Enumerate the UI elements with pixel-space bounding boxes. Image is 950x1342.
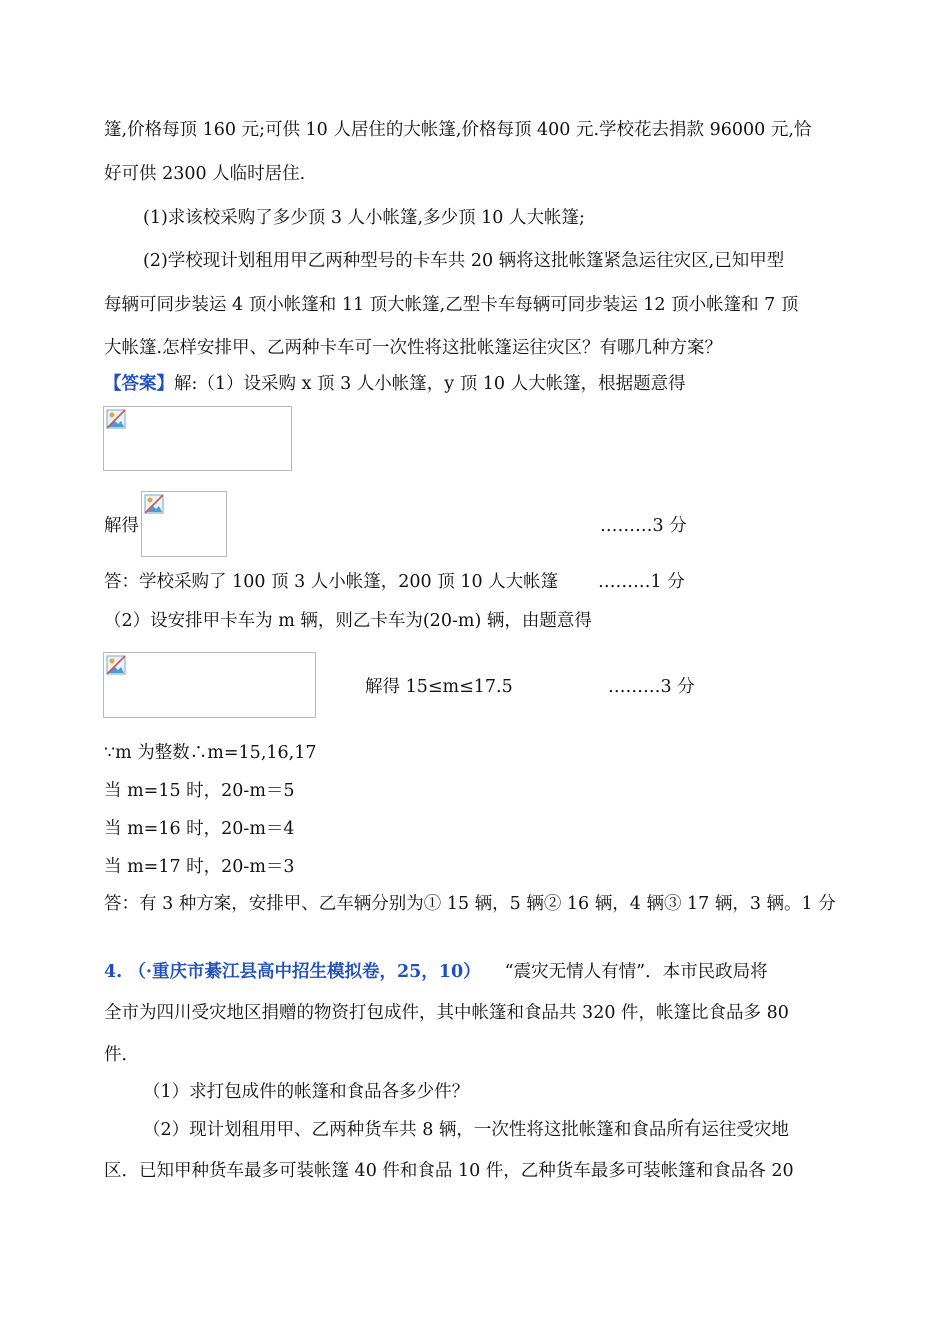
problem3-line1: 篷,价格每顶 160 元;可供 10 人居住的大帐篷,价格每顶 400 元.学校花去捐款 96000 元,恰	[104, 120, 812, 140]
answer-part2-intro: （2）设安排甲卡车为 m 辆，则乙卡车为(20-m) 辆，由题意得	[104, 611, 592, 631]
broken-image-icon	[144, 494, 164, 514]
answer-intro: 解:（1）设采购 x 顶 3 人小帐篷，y 顶 10 人大帐篷，根据题意得	[174, 374, 686, 394]
equation-image-placeholder	[103, 406, 292, 471]
problem4-question1: （1）求打包成件的帐篷和食品各多少件？	[143, 1082, 470, 1102]
problem3-question1: (1)求该校采购了多少顶 3 人小帐篷,多少顶 10 人大帐篷;	[143, 208, 585, 228]
problem3-question2-line2: 每辆可同步装运 4 顶小帐篷和 11 顶大帐篷,乙型卡车每辆可同步装运 12 顶小帐篷和 7 顶	[104, 295, 799, 315]
score-1-point: ………1 分	[598, 572, 685, 592]
final-answer: 答：有 3 种方案，安排甲、乙车辆分别为① 15 辆，5 辆② 16 辆，4 辆③ 17 辆，3 辆。1 分	[104, 894, 836, 914]
inequality-image-placeholder	[103, 652, 316, 718]
problem4-line2: 全市为四川受灾地区捐赠的物资打包成件，其中帐篷和食品共 320 件，帐篷比食品多 80	[104, 1003, 789, 1023]
broken-image-icon	[106, 655, 126, 675]
answer-conclusion-1: 答：学校采购了 100 顶 3 人小帐篷，200 顶 10 人大帐篷	[104, 572, 559, 592]
answer-tag: 【答案】	[104, 374, 174, 394]
problem4-line3: 件．	[104, 1045, 139, 1065]
problem4-header	[104, 960, 768, 984]
problem4-line1: “震灾无情人有情”．本市民政局将	[504, 962, 768, 982]
score-3-points-b: ………3 分	[608, 677, 695, 697]
problem3-line2: 好可供 2300 人临时居住.	[104, 164, 306, 184]
problem4-question2-line2: 区．已知甲种货车最多可装帐篷 40 件和食品 10 件，乙种货车最多可装帐篷和食品各 20	[104, 1161, 794, 1181]
score-3-points: ………3 分	[600, 516, 687, 536]
solution-image-placeholder	[141, 491, 227, 557]
problem4-q2-text-a: （2）现计划租用甲、乙两种货车共 8 辆，一次性将这批帐篷和食品	[143, 1120, 667, 1140]
solve-label: 解得	[104, 516, 139, 536]
inequality-solution: 解得 15≤m≤17.5	[365, 677, 513, 697]
broken-image-icon	[106, 409, 126, 429]
problem4-q2-text-b: 运往受灾地	[701, 1120, 789, 1140]
emphasis-char-1: 所	[666, 1120, 684, 1140]
problem3-question2-line1: (2)学校现计划租用甲乙两种型号的卡车共 20 辆将这批帐篷紧急运往灾区,已知甲型	[143, 251, 785, 271]
case-m-16: 当 m=16 时，20-m＝4	[104, 819, 295, 839]
problem3-question2-line3: 大帐篷.怎样安排甲、乙两种卡车可一次性将这批帐篷运往灾区？有哪几种方案？	[104, 338, 723, 358]
case-m-17: 当 m=17 时，20-m＝3	[104, 857, 295, 877]
emphasis-char-2: 有	[683, 1120, 702, 1140]
answer-intro-line	[104, 372, 686, 396]
problem4-question2-line1	[143, 1118, 789, 1142]
integer-condition: ∵m 为整数∴m=15,16,17	[104, 743, 317, 763]
case-m-15: 当 m=15 时，20-m＝5	[104, 781, 295, 801]
problem4-source: 4. （·重庆市綦江县高中招生模拟卷，25，10）	[104, 962, 481, 982]
